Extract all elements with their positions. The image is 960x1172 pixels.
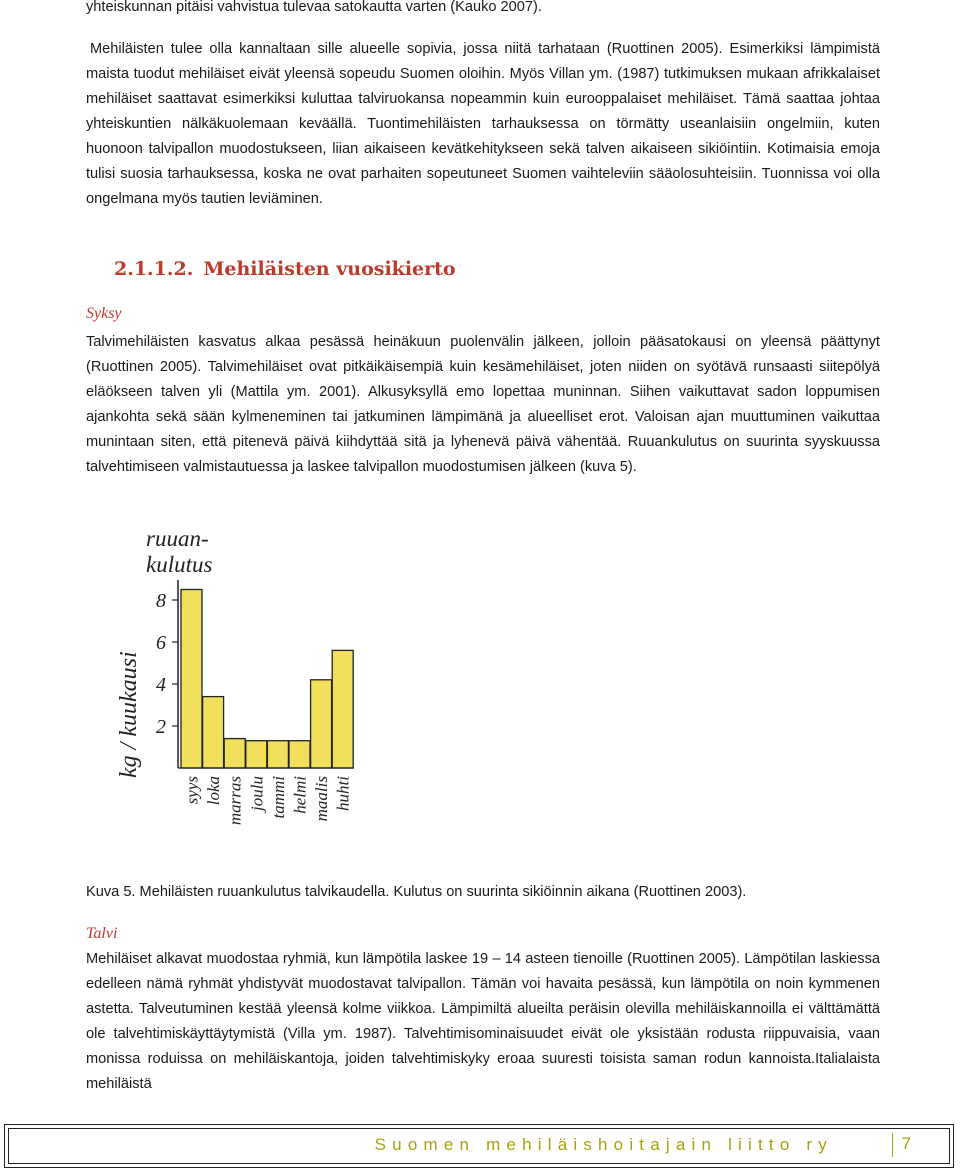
x-tick-label: loka bbox=[204, 776, 224, 806]
page-number: 7 bbox=[901, 1134, 911, 1153]
footer-divider bbox=[892, 1133, 893, 1157]
bar-loka bbox=[203, 697, 224, 768]
food-consumption-chart bbox=[108, 520, 376, 860]
bar-helmi bbox=[289, 741, 310, 768]
y-tick-label: 4 bbox=[156, 674, 166, 696]
bar-marras bbox=[224, 739, 245, 768]
subheading-syksy: Syksy bbox=[86, 305, 122, 322]
bar-tammi bbox=[267, 741, 288, 768]
bar-syys bbox=[181, 590, 202, 769]
paragraph-winter: Mehiläiset alkavat muodostaa ryhmiä, kun lämpötila laskee 19 – 14 asteen tienoille (Ruottinen 2005). Lämpötilan laskiessa edelleen nämä ryhmät yhdistyvät muodostavat talvipallon. Tämän voi havaita pesässä, kun lämpötila on noin kymmenen astetta. Talveutuminen kestää yleensä kolme viikkoa. Lämpimiltä alueilta peräisin olevilla mehiläiskannoilla ei välttämättä ole talvehtimiskäyttäytymistä (Villa ym. 1987). Talvehtimisominaisuudet eivät ole yksistään rodusta riippuvaisia, vaan monissa roduissa on mehiläiskantoja, joiden talvehtimiskyky eroaa suuresti toisista saman rodun kannoista.Italialaista mehiläistä bbox=[86, 951, 880, 1092]
footer-organization: Suomen mehiläishoitajain liitto ry bbox=[374, 1135, 833, 1154]
y-tick-label: 2 bbox=[156, 716, 166, 738]
chart-title-line: kulutus bbox=[146, 552, 213, 577]
page-footer bbox=[4, 1124, 954, 1168]
x-tick-label: helmi bbox=[290, 776, 310, 814]
section-heading bbox=[114, 258, 456, 280]
y-tick-label: 6 bbox=[156, 632, 166, 654]
x-tick-label: marras bbox=[225, 776, 245, 826]
x-tick-label: syys bbox=[182, 776, 202, 805]
bar-joulu bbox=[246, 741, 267, 768]
bar-huhti bbox=[332, 650, 353, 768]
x-tick-label: huhti bbox=[333, 776, 353, 811]
figure-caption: Kuva 5. Mehiläisten ruuankulutus talvikaudella. Kulutus on suurinta sikiöinnin aikana (Ruottinen 2003). bbox=[86, 884, 747, 900]
x-tick-label: maalis bbox=[312, 776, 332, 822]
y-axis-label: kg / kuukausi bbox=[116, 651, 142, 778]
paragraph-bee-adaptation: Mehiläisten tulee olla kannaltaan sille alueelle sopivia, jossa niitä tarhataan (Ruottinen 2005). Esimerkiksi lämpimistä maista tuodut mehiläiset eivät yleensä sopeudu Suomen oloihin. Myös Villan ym. (1987) tutkimuksen mukaan afrikkalaiset mehiläiset saattavat esimerkiksi kuluttaa talviruokansa nopeammin kuin eurooppalaiset mehiläiset. Tämä saattaa johtaa yhteiskuntien nälkäkuolemaan keväällä. Tuontimehiläisten tarhauksessa on törmätty useanlaisiin ongelmiin, kuten huonoon talvipallon muodostukseen, liian aikaiseen kevätkehitykseen sekä talven aikaiseen sikiöintiin. Kotimaisia emoja tulisi suosia tarhauksessa, koska ne ovat parhaiten sopeutuneet Suomen vaihteleviin sääolosuhteisiin. Tuonnissa voi olla ongelmana myös tautien leviäminen. bbox=[86, 41, 880, 207]
section-number: 2.1.1.2. bbox=[114, 258, 194, 280]
paragraph-top: yhteiskunnan pitäisi vahvistua tulevaa satokautta varten (Kauko 2007). bbox=[86, 0, 542, 15]
chart-svg bbox=[108, 520, 376, 860]
chart-title-line: ruuan- bbox=[146, 526, 209, 551]
y-tick-label: 8 bbox=[156, 590, 166, 612]
paragraph-autumn: Talvimehiläisten kasvatus alkaa pesässä heinäkuun puolenvälin jälkeen, jolloin pääsatokausi on yleensä päättynyt (Ruottinen 2005). Talvimehiläiset ovat pitkäikäisempiä kuin kesämehiläiset, joten niiden on syötävä runsaasti siitepölyä eläökseen talven yli (Mattila ym. 2001). Alkusyksyllä emo lopettaa muninnan. Siihen vaikuttavat sadon loppumisen ajankohta sekä sään kylmeneminen tai jatkuminen lämpimänä ja alueelliset erot. Valoisan ajan muuttuminen vaikuttaa munintaan siten, että pitenevä päivä kiihdyttää sitä ja lyhenevä päivä vähentää. Ruuankulutus on suurinta syyskuussa talvehtimiseen valmistautuessa ja laskee talvipallon muodostumisen jälkeen (kuva 5). bbox=[86, 334, 880, 475]
subheading-talvi: Talvi bbox=[86, 925, 118, 942]
section-title: Mehiläisten vuosikierto bbox=[203, 258, 456, 280]
bar-maalis bbox=[311, 680, 332, 768]
x-tick-label: tammi bbox=[268, 776, 288, 819]
x-tick-label: joulu bbox=[247, 776, 267, 811]
